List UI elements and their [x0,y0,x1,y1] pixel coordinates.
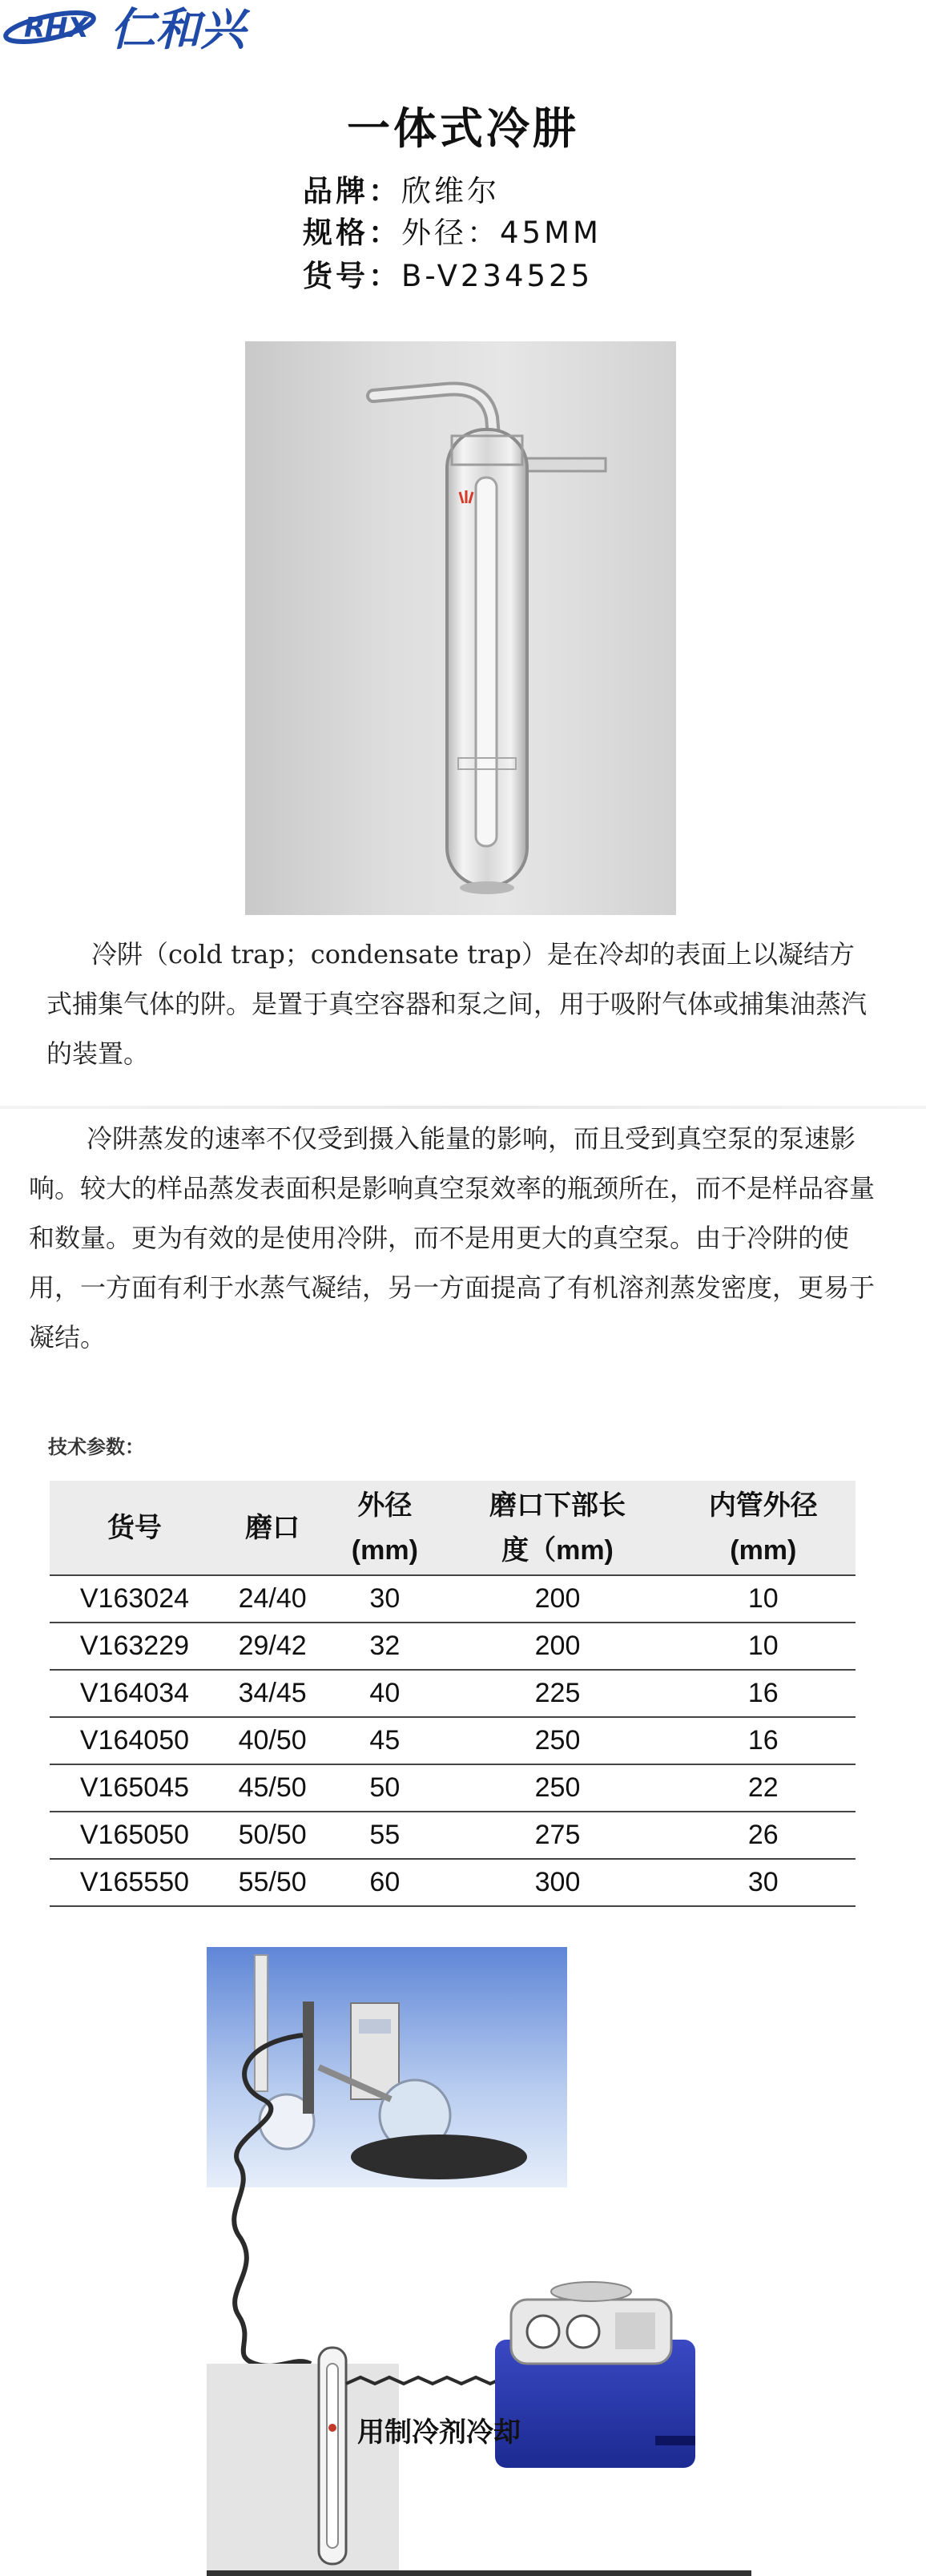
header-line2: (mm) [730,1534,797,1566]
brand-logo [0,0,304,61]
header-line2: 度（mm) [501,1534,614,1566]
cell-lower-length: 300 [444,1859,670,1906]
product-photo [245,341,676,915]
logo-mark: RHX [24,12,89,44]
spec-label: 品牌： [303,174,401,208]
cell-item-number: V163024 [50,1575,219,1623]
cell-outer-diameter: 55 [325,1812,444,1859]
cell-inner-diameter: 30 [671,1859,856,1906]
header-lower-length [444,1481,670,1575]
cell-joint: 24/40 [219,1575,325,1623]
cell-outer-diameter: 45 [325,1717,444,1764]
logo-text: 仁和兴 [111,4,245,56]
cell-joint: 45/50 [219,1764,325,1812]
vacuum-pump [495,2282,695,2468]
header-joint [219,1481,325,1575]
cell-item-number: V164050 [50,1717,219,1764]
header-outer-diameter [325,1481,444,1575]
table-row [50,1623,856,1670]
cell-inner-diameter: 10 [671,1623,856,1670]
cell-item-number: V165050 [50,1812,219,1859]
table-header-row [50,1481,856,1575]
section-divider [0,1106,926,1109]
cell-lower-length: 200 [444,1623,670,1670]
cell-joint: 50/50 [219,1812,325,1859]
header-item-number [50,1481,219,1575]
spec-size [303,208,602,252]
table-row [50,1575,856,1623]
description-paragraph-1: 冷阱（cold trap；condensate trap）是在冷却的表面上以凝结方式捕集气体的阱。是置于真空容器和泵之间，用于吸附气体或捕集油蒸汽的装置。 [46,939,868,1069]
spec-value: 外径：45MM [401,216,602,250]
cell-joint: 55/50 [219,1859,325,1906]
header-line1: 磨口下部长 [489,1490,626,1521]
cell-joint: 34/45 [219,1670,325,1717]
tech-params-label: 技术参数： [48,1436,144,1458]
table-row [50,1717,856,1764]
product-title: 一体式冷肼 [347,103,579,154]
cell-inner-diameter: 16 [671,1670,856,1717]
setup-caption: 用制冷剂冷却 [357,2417,521,2449]
spec-item-number [303,252,593,295]
cell-item-number: V165550 [50,1859,219,1906]
cell-lower-length: 250 [444,1764,670,1812]
table-row [50,1859,856,1906]
cell-lower-length: 200 [444,1575,670,1623]
spec-value: B-V234525 [401,259,594,293]
spec-label: 货号： [303,259,401,293]
cell-item-number: V163229 [50,1623,219,1670]
cell-lower-length: 275 [444,1812,670,1859]
header-line2: (mm) [351,1534,418,1566]
rotary-evaporator-photo [207,1947,567,2187]
table-row [50,1764,856,1812]
setup-illustration [207,1947,751,2576]
cell-joint: 40/50 [219,1717,325,1764]
cell-lower-length: 250 [444,1717,670,1764]
cell-outer-diameter: 30 [325,1575,444,1623]
table-row [50,1812,856,1859]
cell-outer-diameter: 50 [325,1764,444,1812]
header-line1: 外径 [357,1490,413,1521]
cell-inner-diameter: 16 [671,1717,856,1764]
cell-outer-diameter: 32 [325,1623,444,1670]
cell-item-number: V164034 [50,1670,219,1717]
cell-inner-diameter: 10 [671,1575,856,1623]
spec-label: 规格： [303,216,401,250]
cell-outer-diameter: 60 [325,1859,444,1906]
header-line1: 磨口 [245,1512,300,1543]
cell-inner-diameter: 26 [671,1812,856,1859]
table-row [50,1670,856,1717]
header-line1: 内管外径 [708,1490,818,1521]
cell-item-number: V165045 [50,1764,219,1812]
cell-lower-length: 225 [444,1670,670,1717]
spec-brand [303,167,500,210]
description-paragraph-2: 冷阱蒸发的速率不仅受到摄入能量的影响，而且受到真空泵的泵速影响。较大的样品蒸发表面积是影响真空泵效率的瓶颈所在，而不是样品容量和数量。更为有效的是使用冷阱，而不是用更大的真空泵。由于冷阱的使用，一方面有利于水蒸气凝结，另一方面提高了有机溶剂蒸发密度，更易于凝结。 [29,1123,876,1353]
cell-inner-diameter: 22 [671,1764,856,1812]
spec-value: 欣维尔 [401,174,500,208]
cell-joint: 29/42 [219,1623,325,1670]
header-inner-tube-diameter [671,1481,856,1575]
spec-table [50,1481,856,1907]
cell-outer-diameter: 40 [325,1670,444,1717]
header-line1: 货号 [107,1512,162,1543]
